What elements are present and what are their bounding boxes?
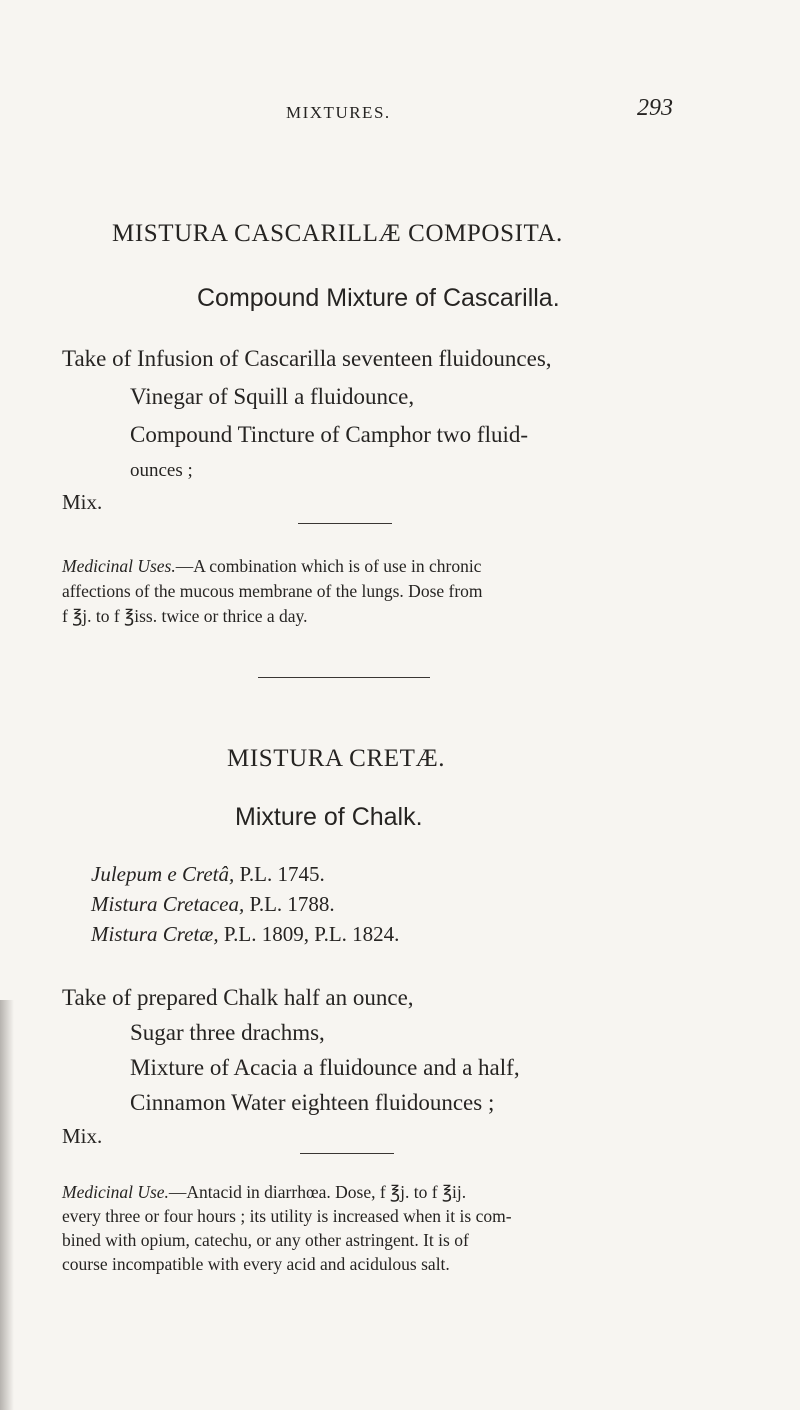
section2-uses-text: —Antacid in diarrhœa. Dose, f ℥j. to f ℥ij. — [168, 1182, 467, 1202]
section2-subtitle: Mixture of Chalk. — [235, 803, 423, 831]
section1-short-rule — [298, 523, 392, 524]
section2-synonym-2 — [91, 892, 335, 917]
section2-synonym-3 — [91, 922, 399, 947]
synonym-name: Julepum e Cretâ, — [91, 862, 235, 886]
section1-recipe-line-2: Vinegar of Squill a fluidounce, — [130, 384, 415, 409]
section2-recipe-line-1: Take of prepared Chalk half an ounce, — [62, 985, 414, 1010]
section1-uses-text: —A combination which is of use in chronic — [175, 556, 482, 576]
section1-mix: Mix. — [62, 490, 103, 514]
synonym-name: Mistura Cretacea, — [91, 892, 245, 916]
synonym-name: Mistura Cretæ, — [91, 922, 219, 946]
section1-title: MISTURA CASCARILLÆ COMPOSITA. — [112, 220, 563, 247]
section2-recipe-line-4: Cinnamon Water eighteen fluidounces ; — [130, 1090, 495, 1115]
section2-title: MISTURA CRETÆ. — [227, 745, 446, 772]
section1-recipe-line-3: Compound Tincture of Camphor two fluid- — [130, 422, 529, 447]
section1-uses-label: Medicinal Uses. — [62, 556, 176, 576]
section2-uses-line-4: course incompatible with every acid and acidulous salt. — [62, 1254, 450, 1274]
running-head: MIXTURES. — [286, 103, 391, 122]
section2-mix: Mix. — [62, 1124, 103, 1148]
synonym-ref: P.L. 1809, P.L. 1824. — [218, 922, 400, 946]
synonym-ref: P.L. 1745. — [234, 862, 325, 886]
section2-recipe-line-2: Sugar three drachms, — [130, 1020, 325, 1045]
section2-short-rule — [300, 1153, 394, 1154]
section1-uses-line-3: f ℥j. to f ℥iss. twice or thrice a day. — [62, 606, 308, 626]
synonym-ref: P.L. 1788. — [244, 892, 335, 916]
section1-uses-line-2: affections of the mucous membrane of the lungs. Dose from — [62, 581, 483, 601]
section1-recipe-line-4: ounces ; — [130, 460, 193, 481]
section2-uses-line-2: every three or four hours ; its utility is increased when it is com- — [62, 1206, 512, 1226]
section1-uses-line-1 — [62, 555, 481, 577]
section1-subtitle: Compound Mixture of Cascarilla. — [197, 284, 560, 312]
page-number: 293 — [637, 95, 673, 121]
page-edge-shadow — [0, 1000, 14, 1410]
section2-uses-line-1 — [62, 1181, 466, 1203]
section2-recipe-line-3: Mixture of Acacia a fluidounce and a half, — [130, 1055, 520, 1080]
section1-recipe-line-1: Take of Infusion of Cascarilla seventeen fluidounces, — [62, 346, 552, 371]
section2-uses-label: Medicinal Use. — [62, 1182, 169, 1202]
section2-uses-line-3: bined with opium, catechu, or any other astringent. It is of — [62, 1230, 469, 1250]
section2-synonym-1 — [91, 862, 325, 887]
section-divider-rule — [258, 677, 430, 678]
